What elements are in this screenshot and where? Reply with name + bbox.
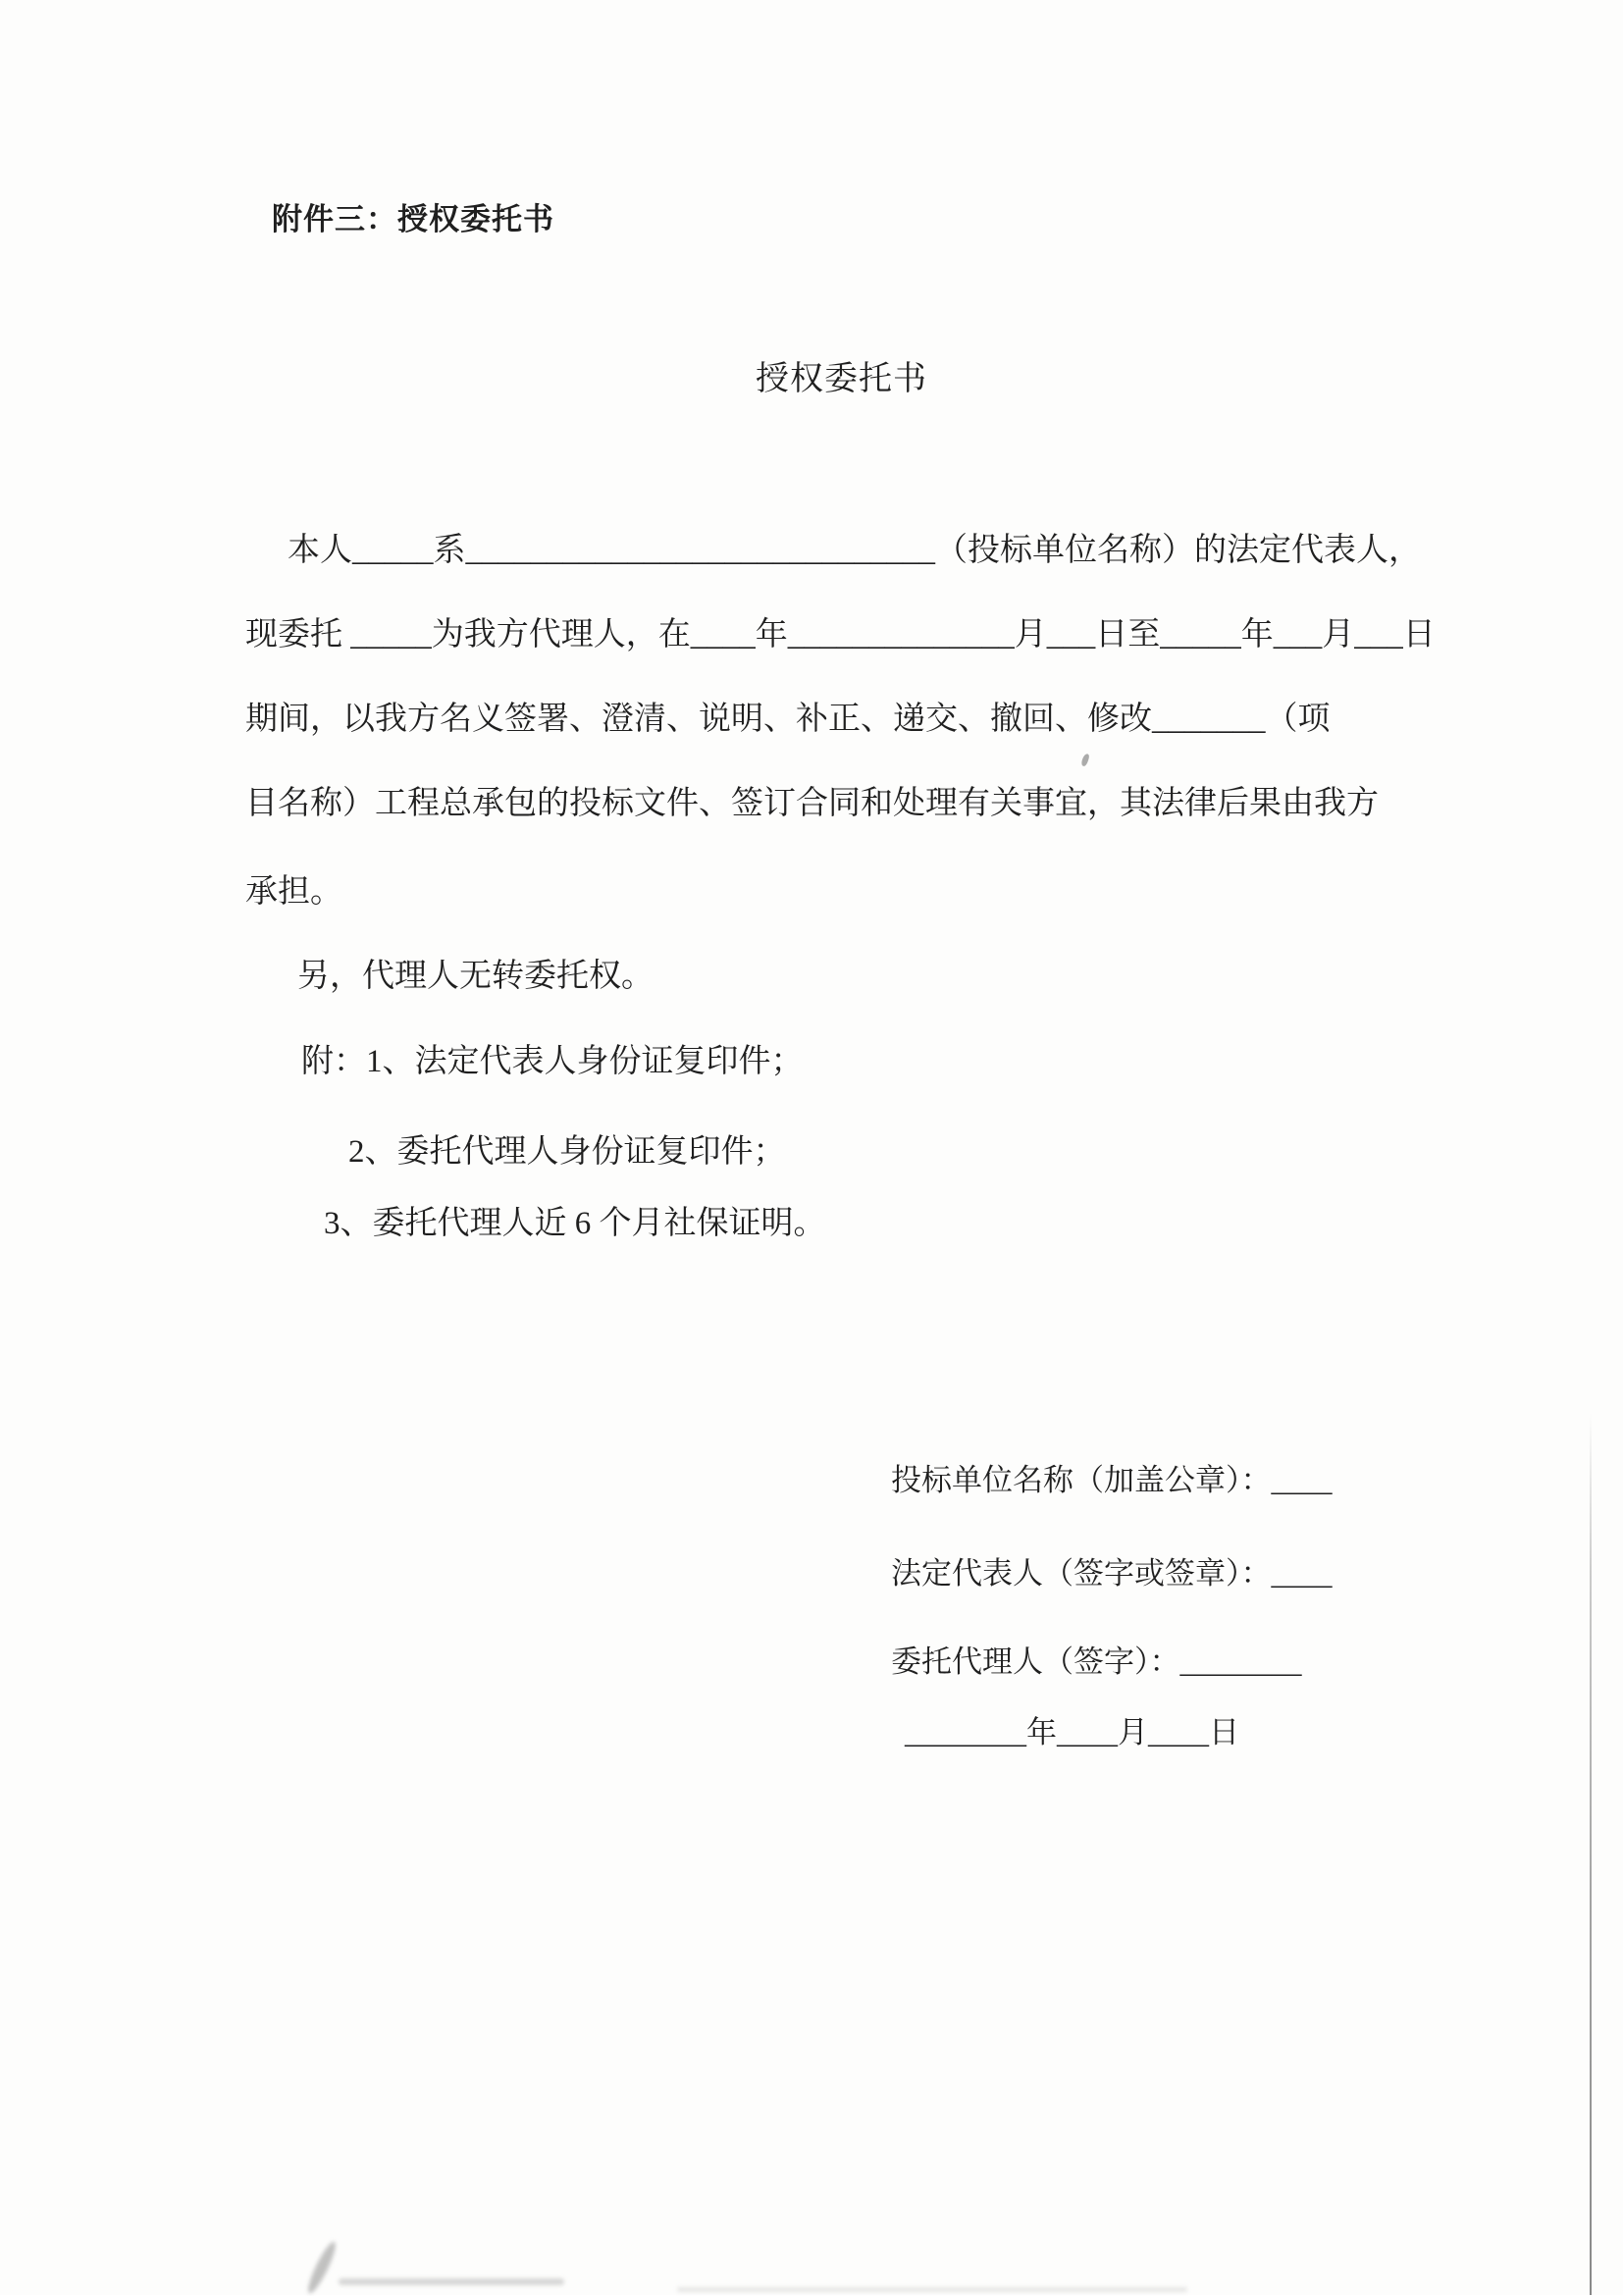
signature-agent-line: 委托代理人（签字）：________ bbox=[891, 1644, 1302, 1679]
signature-legal-rep-line: 法定代表人（签字或签章）：____ bbox=[891, 1556, 1333, 1591]
scan-artifact-smudge bbox=[677, 2287, 1187, 2292]
body-line: 目名称）工程总承包的投标文件、签订合同和处理有关事宜，其法律后果由我方 bbox=[245, 786, 1379, 821]
signature-date-line: ________年____月____日 bbox=[905, 1715, 1239, 1749]
attachment-heading: 附件三：授权委托书 bbox=[272, 202, 554, 236]
body-line: 期间，以我方名义签署、澄清、说明、补正、递交、撤回、修改_______（项 bbox=[245, 702, 1331, 737]
scan-artifact-vertical-line bbox=[1590, 1413, 1592, 2295]
scan-artifact-smudge bbox=[339, 2278, 564, 2285]
signature-company-line: 投标单位名称（加盖公章）：____ bbox=[891, 1463, 1333, 1497]
document-title: 授权委托书 bbox=[756, 361, 927, 397]
attachment-item: 2、委托代理人身份证复印件； bbox=[348, 1134, 786, 1170]
body-line: 本人_____系_____________________________（投标单位名称）的法定代表人， bbox=[288, 533, 1421, 568]
attachment-item: 附：1、法定代表人身份证复印件； bbox=[301, 1044, 804, 1079]
attachment-item: 3、委托代理人近 6 个月社保证明。 bbox=[324, 1206, 826, 1241]
no-sub-delegation-note: 另，代理人无转委托权。 bbox=[297, 959, 654, 994]
body-line: 现委托 _____为我方代理人，在____年______________月___日至_____年___月___日 bbox=[245, 617, 1436, 652]
body-line: 承担。 bbox=[245, 874, 342, 910]
scan-artifact-smudge bbox=[304, 2239, 340, 2295]
scan-artifact-speck bbox=[1080, 753, 1090, 766]
